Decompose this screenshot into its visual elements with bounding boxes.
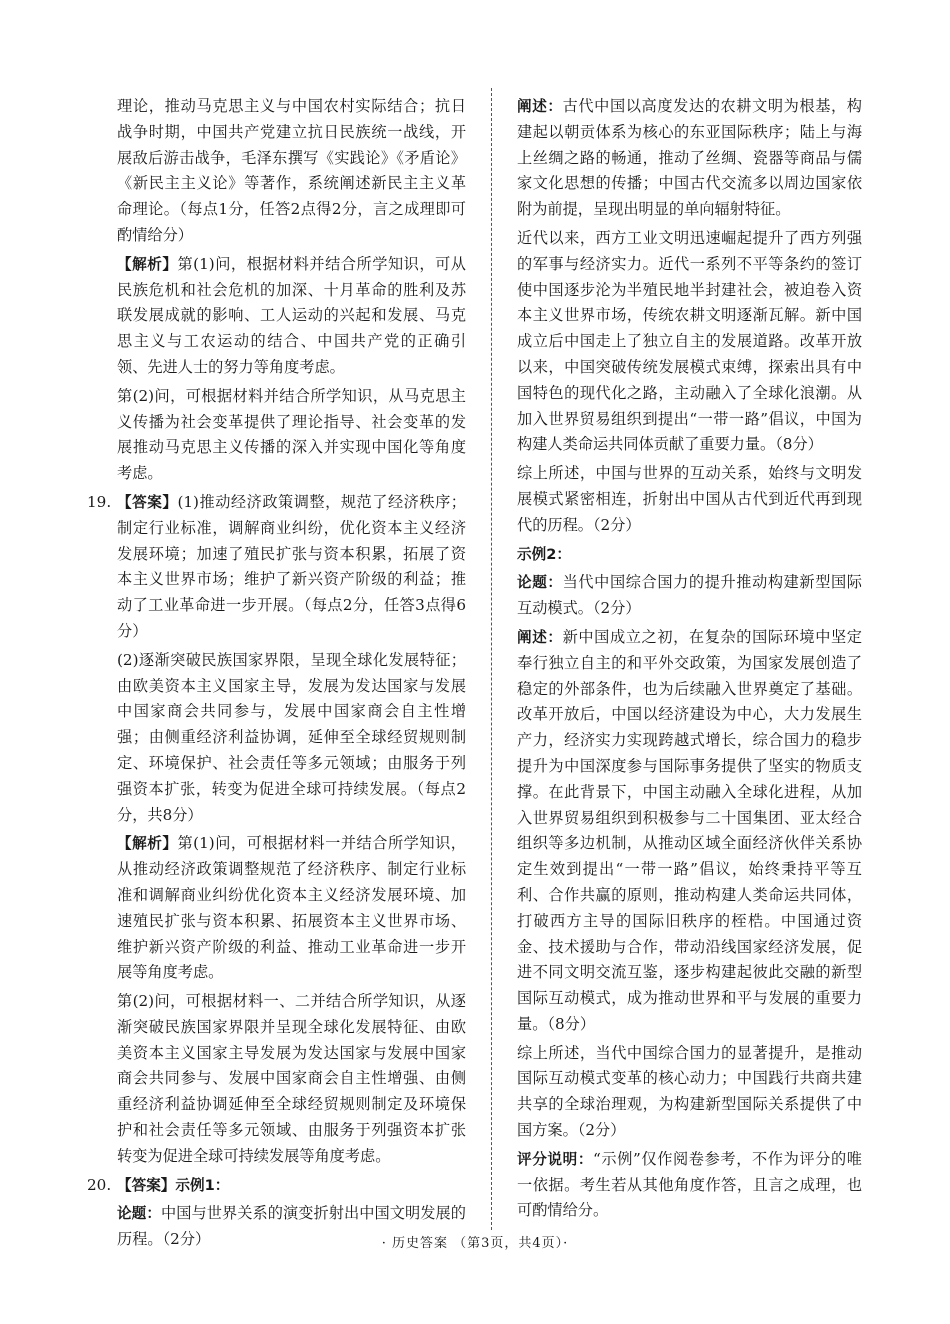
thesis-text: 当代中国综合国力的提升推动构建新型国际互动模式。（2分） [517,573,862,618]
analysis-label: 【解析】 [117,255,178,273]
question-19-answer-2: (2)逐渐突破民族国家界限，呈现全球化发展特征；由欧美资本主义国家主导，发展为发达国家与发展中国家商会共同参与，发展中国家商会自主性增强；由侧重经济利益协调，延伸至全球经贸规则制定、环境保护、社会责任等多元领域；由服务于列强资本扩张，转变为促进全球可持续发展。（每点2分，共8分） [117,650,466,824]
exposition-1-p1 [517,94,862,223]
analysis-18-part1 [117,252,466,381]
question-number: 20. [87,1175,112,1194]
exposition-1-p3: 综上所述，中国与世界的互动关系，始终与文明发展模式紧密相连，折射出中国从古代到近代再到现代的历程。（2分） [517,464,862,534]
analysis-19-part2: 第(2)问，可根据材料一、二并结合所学知识，从逐渐突破民族国家界限并呈现全球化发展特征、由欧美资本主义国家主导发展为发达国家与发展中国家商会共同参与、发展中国家商会自主性增强、由侧重经济利益协调延伸至全球经贸规则制定及环境保护和社会责任等多元领域、由服务于列强资本扩张转变为促进全球可持续发展等角度考虑。 [117,992,466,1165]
exposition-label: 阐述： [517,98,563,115]
answer-text: (1)推动经济政策调整，规范了经济秩序；制定行业标准，调解商业纠纷，优化资本主义经济发展环境；加速了殖民扩张与资本积累，拓展了资本主义世界市场；维护了新兴资产阶级的利益；推动了工业革命进一步开展。（每点2分，任答3点得6分） [117,492,466,640]
analysis-label: 【解析】 [117,835,178,853]
example-label: 示例1： [175,1176,230,1194]
question-20-header [87,1173,466,1199]
answer-label: 【答案】 [117,493,178,511]
exposition-label: 阐述： [517,628,563,646]
paragraph: 理论，推动马克思主义与中国农村实际结合；抗日战争时期，中国共产党建立抗日民族统一战线，开展敌后游击战争，毛泽东撰写《实践论》《矛盾论》《新民主主义论》等著作，系统阐述新民主主义革命理论。（每点1分，任答2点得2分，言之成理即可酌情给分） [117,97,466,244]
scoring-text: “示例”仅作阅卷参考，不作为评分的唯一依据。考生若从其他角度作答，且言之成理，也可酌情给分。 [517,1149,862,1220]
analysis-text: 第(1)问，可根据材料一并结合所学知识，从推动经济政策调整规范了经济秩序、制定行业标准和调解商业纠纷优化资本主义经济发展环境、加速殖民扩张与资本积累、拓展资本主义世界市场、维护新兴资产阶级的利益、推动工业革命进一步开展等角度考虑。 [117,834,466,982]
analysis-text: 第(1)问，根据材料并结合所学知识，可从民族危机和社会危机的加深、十月革命的胜利及苏联发展成就的影响、工人运动的兴起和发展、马克思主义与工农运动的结合、中国共产党的正确引领、先进人士的努力等角度考虑。 [117,254,466,376]
exposition-text: 新中国成立之初，在复杂的国际环境中坚定奉行独立自主的和平外交政策，为国家发展创造了稳定的外部条件，也为后续融入世界奠定了基础。改革开放后，中国以经济建设为中心，大力发展生产力，经济实力实现跨越式增长，综合国力的稳步提升为中国深度参与国际事务提供了坚实的物质支撑。在此背景下，中国主动融入全球化进程，从加入世界贸易组织到积极参与二十国集团、亚太经合组织等多边机制，从推动区域全面经济伙伴关系协定生效到提出“一带一路”倡议，始终秉持平等互利、合作共赢的原则，推动构建人类命运共同体，打破西方主导的国际旧秩序的桎梏。中国通过资金、技术援助与合作，带动沿线国家经济发展，促进不同文明交流互鉴，逐步构建起彼此交融的新型国际互动模式，成为推动世界和平与发展的重要力量。（8分） [517,627,862,1033]
thesis-label: 论题： [517,574,563,592]
thesis-2 [517,570,862,622]
example-label: 示例2： [517,545,571,563]
analysis-18-part2: 第(2)问，可根据材料并结合所学知识，从马克思主义传播为社会变革提供了理论指导、社会变革的发展推动马克思主义传播的深入并实现中国化等角度考虑。 [117,386,466,483]
analysis-19-part1 [117,831,466,986]
exposition-text: 古代中国以高度发达的农耕文明为根基，构建起以朝贡体系为核心的东亚国际秩序；陆上与海上丝绸之路的畅通，推动了丝绸、瓷器等商品与儒家文化思想的传播；中国古代交流多以周边国家依附为前提，呈现出明显的单向辐射特征。 [517,97,862,219]
answer-label: 【答案】 [117,1176,176,1194]
scoring-note [517,1147,862,1224]
exposition-2-p2: 综上所述，当代中国综合国力的显著提升，是推动国际互动模式变革的核心动力；中国践行共商共建共享的全球治理观，为构建新型国际关系提供了中国方案。（2分） [517,1043,862,1140]
right-column [517,94,862,1224]
example-2-label [517,542,862,568]
page-footer: · 历史答案 （第3页，共4页）· [381,1236,569,1251]
thesis-label: 论题： [117,1205,161,1223]
question-number: 19. [87,492,112,511]
exposition-2-p1 [517,625,862,1038]
scoring-label: 评分说明： [517,1150,594,1168]
question-19-answer-1 [87,490,466,645]
thesis-text: 中国与世界关系的演变折射出中国文明发展的历程。（2分） [117,1204,466,1249]
column-divider [491,88,492,1230]
exposition-1-p2: 近代以来，西方工业文明迅速崛起提升了西方列强的军事与经济实力。近代一系列不平等条约的签订使中国逐步沦为半殖民地半封建社会，被迫卷入资本主义世界市场，传统农耕文明逐渐瓦解。新中国成立后中国走上了独立自主的发展道路。改革开放以来，中国突破传统发展模式束缚，探索出具有中国特色的现代化之路，主动融入了全球化浪潮。从加入世界贸易组织到提出“一带一路”倡议，中国为构建人类命运共同体贡献了重要力量。（8分） [517,228,862,454]
left-column [87,94,466,1253]
